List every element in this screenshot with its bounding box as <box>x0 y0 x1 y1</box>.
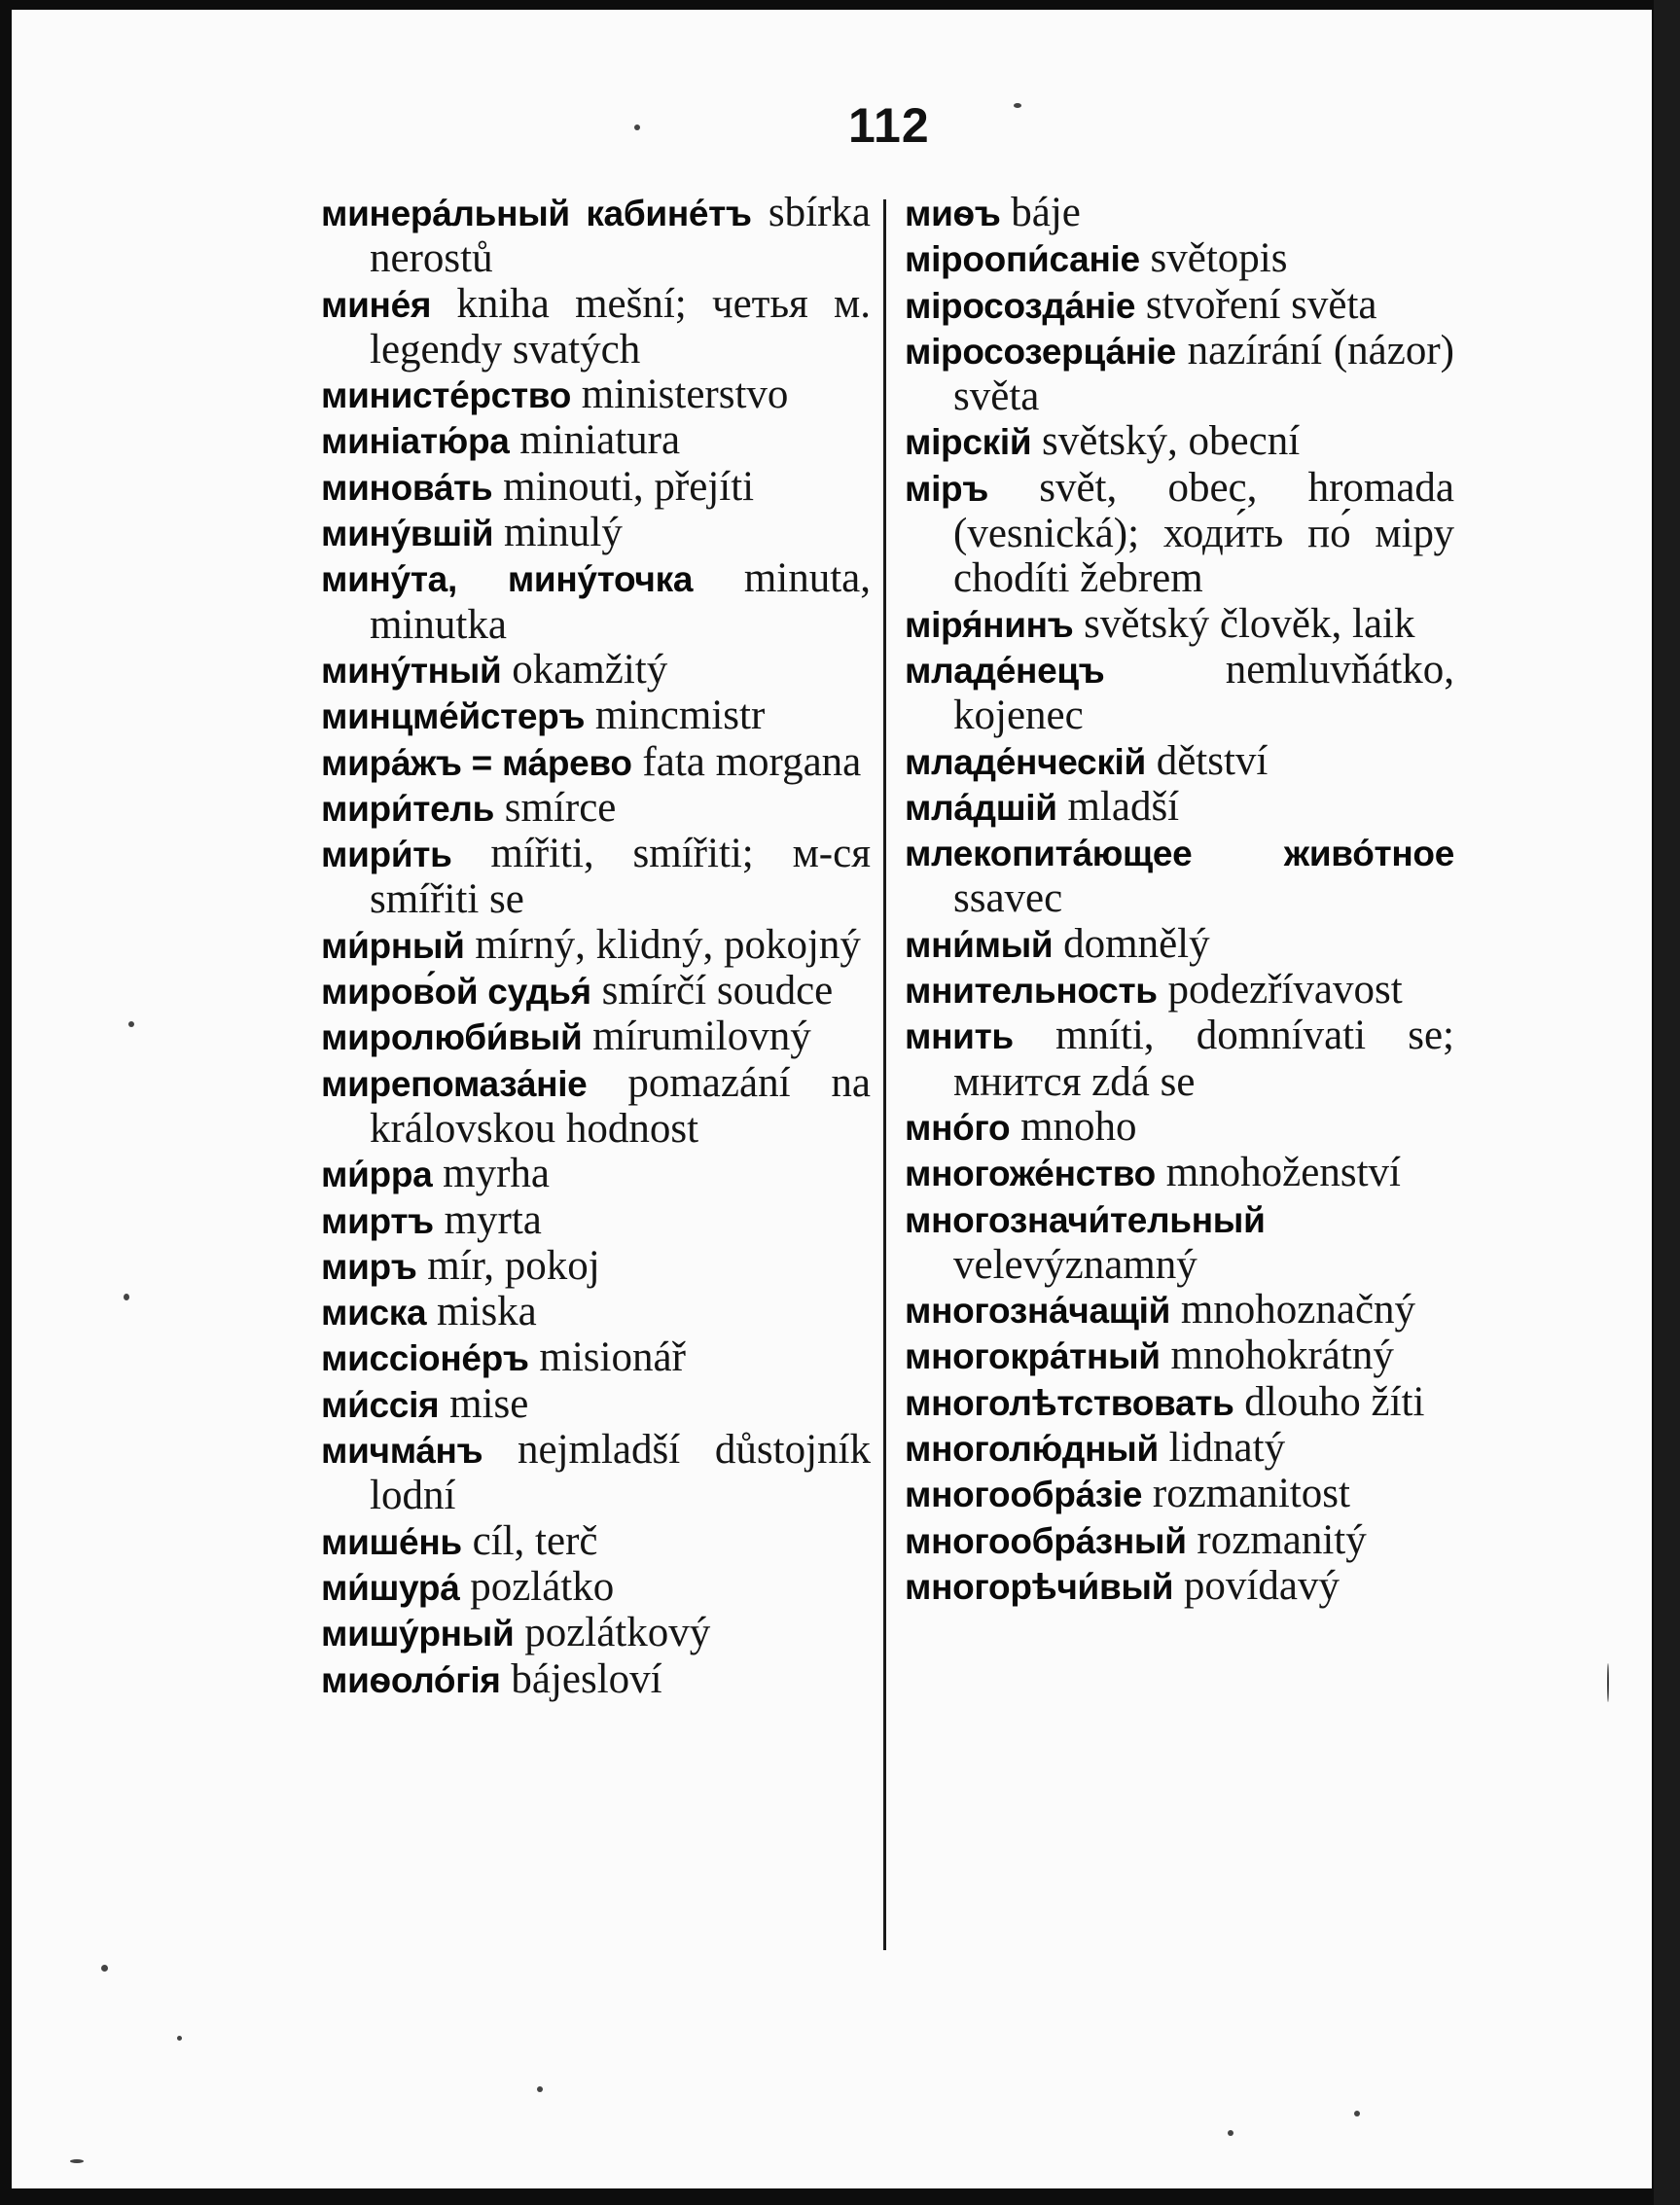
scan-speck <box>128 1021 134 1027</box>
entry-headword: многозна́чащій <box>905 1291 1171 1332</box>
scan-speck <box>634 124 640 130</box>
entry-headword: ми́шура́ <box>321 1567 460 1608</box>
entry-headword: многоже́нство <box>905 1154 1156 1194</box>
entry-headword: миніатю́ра <box>321 421 510 462</box>
dictionary-entry <box>905 1105 1454 1151</box>
entry-translation: mírný, klidný, pokojný <box>475 921 861 968</box>
entry-headword: мичма́нъ <box>321 1431 483 1472</box>
entry-translation: dlouho žíti <box>1244 1378 1425 1425</box>
dictionary-entry <box>321 1428 871 1519</box>
dictionary-entry <box>905 1380 1454 1426</box>
entry-headword: мірскій <box>905 422 1032 463</box>
dictionary-entry <box>905 1518 1454 1564</box>
entry-translation: smírce <box>504 784 617 831</box>
scan-border <box>1654 0 1680 2205</box>
dictionary-entry <box>905 739 1454 785</box>
dictionary-entry <box>321 740 871 786</box>
entry-translation: velevýznamný <box>953 1241 1197 1288</box>
column-divider <box>883 199 886 1950</box>
entry-headword: младе́нческій <box>905 741 1146 782</box>
entry-headword: мни́мый <box>905 924 1054 965</box>
entry-translation: mířiti, smířiti; м-ся smířiti se <box>370 831 871 923</box>
dictionary-entry <box>321 1565 871 1611</box>
dictionary-entry <box>321 832 871 923</box>
entry-headword: мири́тель <box>321 788 495 829</box>
dictionary-entry <box>321 1611 871 1656</box>
right-column <box>905 191 1454 1610</box>
entry-headword: миссіоне́ръ <box>321 1338 529 1379</box>
entry-headword: минова́ть <box>321 467 493 508</box>
entry-headword: многорѣчи́вый <box>905 1566 1174 1607</box>
entry-headword: миртъ <box>321 1200 434 1241</box>
dictionary-entry <box>321 1014 871 1060</box>
entry-headword: миръ <box>321 1246 417 1287</box>
entry-translation: mincmistr <box>594 693 766 739</box>
dictionary-entry <box>321 1244 871 1290</box>
entry-translation: světský člověk, laik <box>1084 600 1415 647</box>
entry-headword: многозначи́тельный <box>905 1199 1266 1240</box>
entry-translation: mnohoženství <box>1165 1150 1401 1196</box>
entry-headword: миѳъ <box>905 194 1001 233</box>
entry-translation: kniha mešní; четья м. legendy svatých <box>370 280 871 373</box>
entry-headword: многолю́дный <box>905 1429 1159 1470</box>
dictionary-entry <box>905 1426 1454 1472</box>
entry-translation: dětství <box>1156 737 1269 784</box>
entry-translation: lidnatý <box>1168 1425 1286 1472</box>
dictionary-entry <box>905 329 1454 420</box>
entry-translation: rozmanitý <box>1197 1516 1367 1563</box>
entry-headword: миров́ой судья́ <box>321 972 591 1013</box>
dictionary-entry <box>321 969 871 1014</box>
entry-translation: světský, obecní <box>1042 418 1301 465</box>
dictionary-entry <box>321 511 871 556</box>
entry-translation: okamžitý <box>512 646 668 693</box>
entry-translation: cíl, terč <box>472 1517 598 1564</box>
entry-translation: stvoření světa <box>1145 281 1377 328</box>
scan-speck <box>70 2159 84 2163</box>
dictionary-entry <box>321 465 871 511</box>
entry-translation: miska <box>437 1289 537 1335</box>
entry-headword: міроопи́саніе <box>905 239 1140 280</box>
entry-translation: sbírka nerostů <box>370 190 871 282</box>
scan-speck <box>124 1294 129 1300</box>
entry-headword: миролюби́вый <box>321 1017 583 1058</box>
dictionary-entry <box>321 694 871 739</box>
entry-translation: mnohokrátný <box>1170 1333 1394 1379</box>
scan-speck <box>1607 1663 1609 1702</box>
entry-headword: минера́льный кабине́тъ <box>321 194 752 233</box>
entry-translation: ministerstvo <box>581 372 789 418</box>
entry-translation: miniatura <box>519 417 681 464</box>
entry-translation: mise <box>449 1380 529 1427</box>
entry-translation: podezřívavost <box>1167 967 1403 1014</box>
entry-headword: миска <box>321 1293 427 1334</box>
entry-translation: pomazání na královskou hodnost <box>370 1059 871 1152</box>
scan-speck <box>537 2086 543 2092</box>
entry-headword: мишу́рный <box>321 1614 515 1654</box>
entry-headword: многокра́тный <box>905 1336 1161 1377</box>
entry-headword: младе́нецъ <box>905 650 1105 691</box>
dictionary-entry <box>905 831 1454 922</box>
dictionary-entry <box>321 1290 871 1335</box>
dictionary-entry <box>905 419 1454 465</box>
dictionary-entry <box>321 923 871 969</box>
scan-speck <box>1354 2111 1360 2116</box>
dictionary-entry <box>321 282 871 373</box>
entry-headword: многообра́зіе <box>905 1475 1143 1515</box>
entry-headword: министе́рство <box>321 375 572 416</box>
entry-translation: bájesloví <box>511 1655 662 1702</box>
dictionary-entry <box>905 1014 1454 1105</box>
entry-headword: млекопита́ющее живо́тное <box>905 834 1454 874</box>
dictionary-entry <box>905 191 1454 236</box>
entry-translation: mnoho <box>1020 1103 1137 1150</box>
entry-translation: mírumilovný <box>592 1014 811 1060</box>
entry-headword: мири́ть <box>321 835 452 875</box>
dictionary-entry <box>905 1197 1454 1289</box>
entry-translation: povídavý <box>1183 1562 1340 1609</box>
dictionary-entry <box>321 1198 871 1244</box>
entry-translation: nejmladší důstojník lodní <box>370 1427 871 1519</box>
dictionary-entry <box>321 556 871 648</box>
entry-translation: mír, pokoj <box>427 1242 600 1289</box>
page-number: 112 <box>848 98 930 153</box>
entry-translation: světopis <box>1150 235 1288 282</box>
entry-translation: mníti, domnívati se; мнится zdá se <box>953 1013 1454 1105</box>
entry-translation: pozlátkový <box>524 1610 711 1656</box>
dictionary-entry <box>321 786 871 832</box>
entry-translation: mladší <box>1067 783 1180 830</box>
entry-headword: мину́та, мину́точка <box>321 559 694 600</box>
entry-translation: myrha <box>443 1151 551 1197</box>
entry-headword: минцме́йстеръ <box>321 696 586 737</box>
dictionary-entry <box>321 1061 871 1153</box>
entry-headword: мину́тный <box>321 650 502 691</box>
dictionary-entry <box>321 418 871 464</box>
entry-translation: nemluvňátko, kojenec <box>953 646 1454 739</box>
entry-headword: міря́нинъ <box>905 604 1074 645</box>
entry-headword: мине́я <box>321 284 432 325</box>
dictionary-entry <box>321 1519 871 1565</box>
dictionary-entry <box>321 1657 871 1703</box>
dictionary-entry <box>321 373 871 418</box>
dictionary-entry <box>905 1288 1454 1334</box>
entry-headword: мнить <box>905 1016 1014 1057</box>
dictionary-page <box>12 10 1652 2188</box>
entry-translation: myrta <box>444 1196 542 1243</box>
entry-translation: minouti, přejíti <box>503 463 755 510</box>
entry-headword: многолѣтствовать <box>905 1382 1234 1423</box>
entry-headword: мину́вшій <box>321 514 494 554</box>
entry-headword: ми́рра <box>321 1155 433 1195</box>
entry-translation: smírčí soudce <box>601 968 834 1014</box>
entry-translation: misionář <box>539 1334 686 1381</box>
entry-translation: mnohoznačný <box>1180 1287 1416 1334</box>
entry-translation: domnělý <box>1063 920 1210 967</box>
dictionary-entry <box>905 602 1454 648</box>
scan-speck <box>1228 2130 1233 2136</box>
entry-translation: fata morgana <box>642 738 862 785</box>
dictionary-entry <box>905 785 1454 831</box>
entry-translation: svět, obec, hromada (vesnická); ходи́ть по́ міру chodíti žebrem <box>953 464 1455 602</box>
entry-headword: многообра́зный <box>905 1520 1187 1561</box>
entry-headword: ми́ссія <box>321 1384 440 1425</box>
entry-headword: мише́нь <box>321 1521 462 1562</box>
dictionary-entry <box>905 283 1454 329</box>
dictionary-entry <box>905 466 1454 602</box>
scan-speck <box>101 1965 108 1972</box>
scan-speck <box>177 2036 182 2041</box>
entry-headword: мира́жъ = ма́рево <box>321 742 632 783</box>
dictionary-entry <box>905 1334 1454 1379</box>
entry-translation: ssavec <box>953 875 1063 922</box>
dictionary-entry <box>905 648 1454 739</box>
dictionary-entry <box>905 1472 1454 1517</box>
left-column <box>321 191 871 1703</box>
entry-headword: мнительность <box>905 971 1158 1012</box>
entry-headword: мирепомаза́ніе <box>321 1063 588 1104</box>
entry-translation: minulý <box>504 510 623 556</box>
entry-headword: міросозда́ніе <box>905 285 1136 326</box>
entry-headword: ми́рный <box>321 925 465 966</box>
dictionary-entry <box>905 1151 1454 1196</box>
entry-headword: миѳоло́гія <box>321 1659 501 1700</box>
entry-translation: nazírání (názor) světa <box>953 327 1454 420</box>
entry-translation: pozlátko <box>470 1563 615 1610</box>
dictionary-entry <box>321 648 871 694</box>
dictionary-entry <box>905 236 1454 282</box>
entry-headword: мно́го <box>905 1107 1011 1148</box>
entry-translation: báje <box>1011 190 1081 235</box>
entry-headword: міръ <box>905 468 989 509</box>
dictionary-entry <box>905 922 1454 968</box>
entry-headword: мла́дшій <box>905 787 1057 828</box>
entry-translation: minuta, minutka <box>370 555 871 648</box>
dictionary-entry <box>321 1335 871 1381</box>
entry-headword: міросозерца́ніе <box>905 331 1176 372</box>
dictionary-entry <box>321 1382 871 1428</box>
dictionary-entry <box>905 968 1454 1014</box>
dictionary-entry <box>905 1564 1454 1610</box>
dictionary-entry <box>321 191 871 282</box>
scan-speck <box>1014 103 1021 108</box>
entry-translation: rozmanitost <box>1152 1471 1350 1517</box>
dictionary-entry <box>321 1152 871 1197</box>
